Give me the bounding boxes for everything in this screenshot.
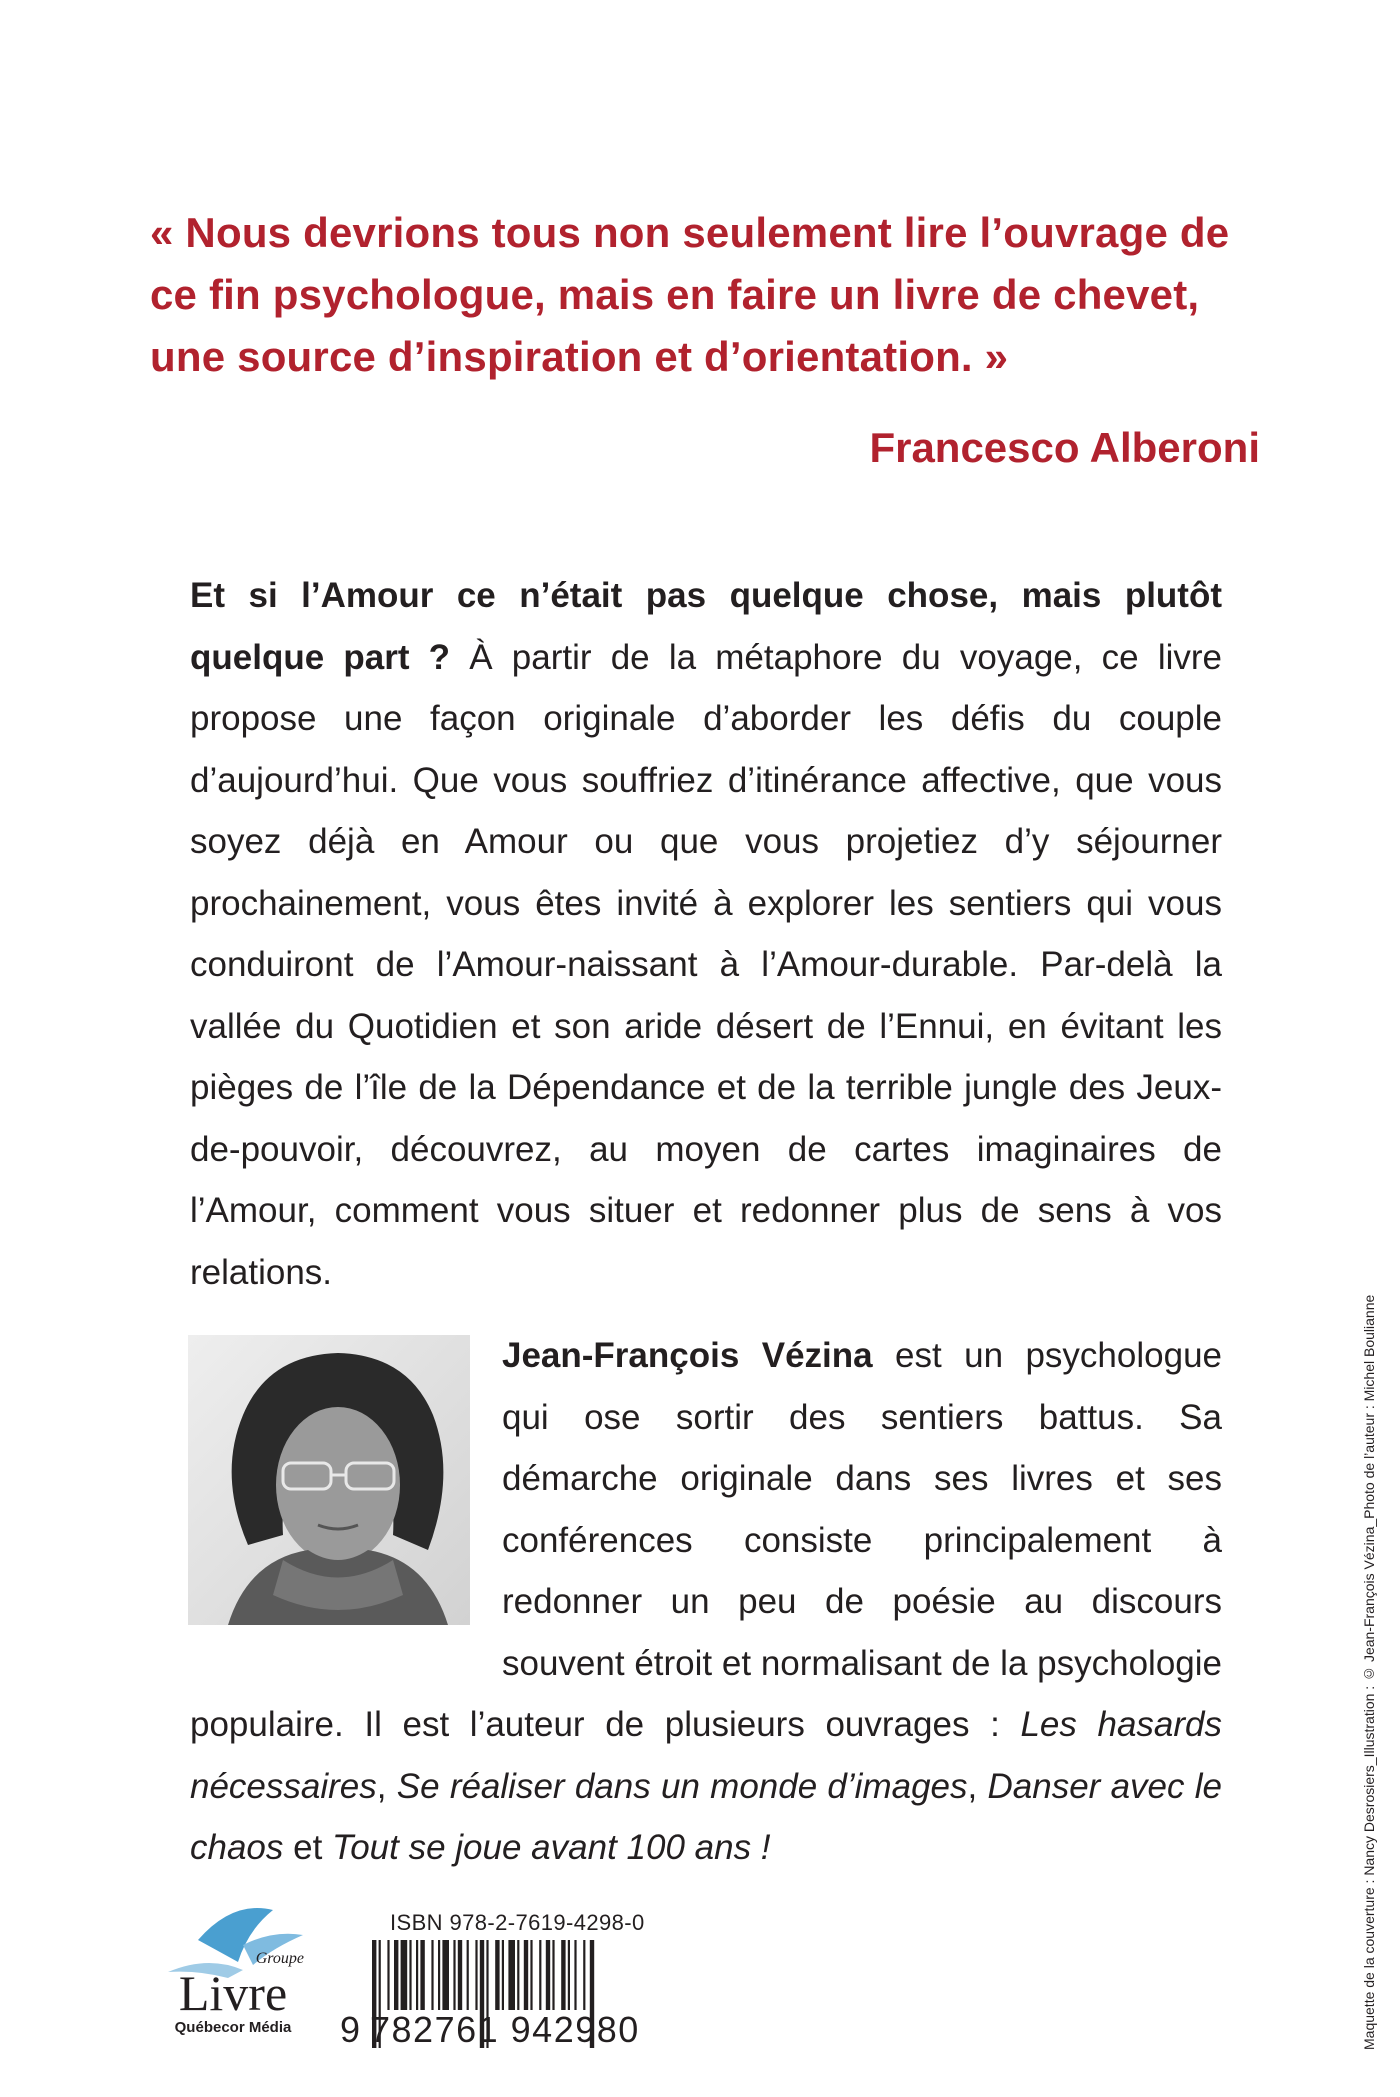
barcode-bar: [524, 1940, 528, 2010]
book-title-1: Les hasards nécessaires: [190, 1705, 1223, 1806]
publisher-media: Québecor Média: [174, 2019, 292, 2036]
barcode-bar: [530, 1940, 532, 2010]
book-title-4: Tout se joue avant 100 ans !: [332, 1828, 771, 1867]
bio-separator: et: [283, 1828, 333, 1867]
barcode-bar: [546, 1940, 550, 2010]
barcode-bar: [467, 1940, 469, 2010]
description-body: À partir de la métaphore du voyage, ce livre propose une façon originale d’aborder les défis du couple d’aujourd’hui. Que vous souffriez d’itinérance affective, que vous soyez déjà en Amour ou que vous projetiez d’y séjourner prochainement, vous êtes invité à explorer les sentiers qui vous conduiront de l’Amour-naissant à l’Amour-durable. Par-delà la vallée du Quotidien et son aride désert de l’Ennui, en évitant les pièges de l’île de la Dépendance et de la terrible jungle des Jeux-de-pouvoir, découvrez, au moyen de cartes imaginaires de l’Amour, comment vous situer et redonner plus de sens à vos relations.: [190, 637, 1222, 1292]
barcode-bar: [442, 1940, 449, 2010]
book-title-2: Se réaliser dans un monde d’images: [396, 1766, 968, 1806]
barcode-bar: [508, 1940, 515, 2010]
barcode-bar: [574, 1940, 576, 2010]
author-photo: [188, 1335, 470, 1625]
pull-quote: « Nous devrions tous non seulement lire l’ouvrage de ce fin psychologue, mais en faire un livre de chevet, une source d’inspiration et d’orientation. »: [150, 209, 1230, 380]
bio-text: est un psychologue qui ose sortir des sentiers battus. Sa démarche originale dans ses livres et ses conférences consiste principalement à redonner un peu de poésie au discours souvent étroit et normalisant de la psychologie populaire. Il est l’auteur de plusieurs ouvrages :: [190, 1336, 1222, 1744]
bio-separator: ,: [967, 1766, 988, 1806]
barcode-bar: [561, 1940, 565, 2010]
publisher-logo: [158, 1950, 308, 2038]
barcode-bar: [552, 1940, 554, 2010]
book-description: [190, 565, 1222, 1303]
barcode-lead-digit: 9: [340, 2009, 362, 2050]
barcode-bar: [387, 1940, 389, 2010]
bio-separator: ,: [376, 1766, 397, 1806]
isbn-label: ISBN 978-2-7619-4298-0: [390, 1910, 645, 1935]
barcode-bar: [568, 1940, 570, 2010]
barcode-digits: [340, 2010, 680, 2050]
publisher-groupe: Groupe: [255, 1950, 304, 1967]
barcode-bar: [438, 1940, 440, 2010]
description-lead: Et si l’Amour ce n’était pas quelque chose, mais plutôt quelque part ?: [190, 576, 1222, 677]
barcode-bar: [416, 1940, 418, 2010]
barcode-bar: [394, 1940, 398, 2010]
author-name: Jean-François Vézina: [502, 1336, 873, 1375]
cover-credits: Maquette de la couverture : Nancy Desrosiers_Illustration : © Jean-François Vézina_Photo de l’auteur : Michel Boulianne: [1361, 1294, 1377, 2050]
barcode-group-1: 782761: [370, 2009, 500, 2050]
barcode-bar: [517, 1940, 519, 2010]
barcode-bar: [495, 1940, 499, 2010]
barcode-bar: [458, 1940, 462, 2010]
barcode-bar: [453, 1940, 455, 2010]
barcode-bar: [409, 1940, 411, 2010]
barcode-bar: [420, 1940, 424, 2010]
barcode-bar: [475, 1940, 477, 2010]
barcode-bar: [431, 1940, 433, 2010]
book-title-3: Danser avec le chaos: [190, 1766, 1222, 1867]
barcode-bar: [583, 1940, 585, 2010]
quote-author: Francesco Alberoni: [869, 424, 1260, 471]
barcode-bar: [539, 1940, 541, 2010]
barcode-bar: [401, 1940, 408, 2010]
barcode-bar: [502, 1940, 504, 2010]
barcode-group-2: 942980: [510, 2009, 640, 2050]
publisher-livre: Livre: [178, 1965, 288, 2021]
